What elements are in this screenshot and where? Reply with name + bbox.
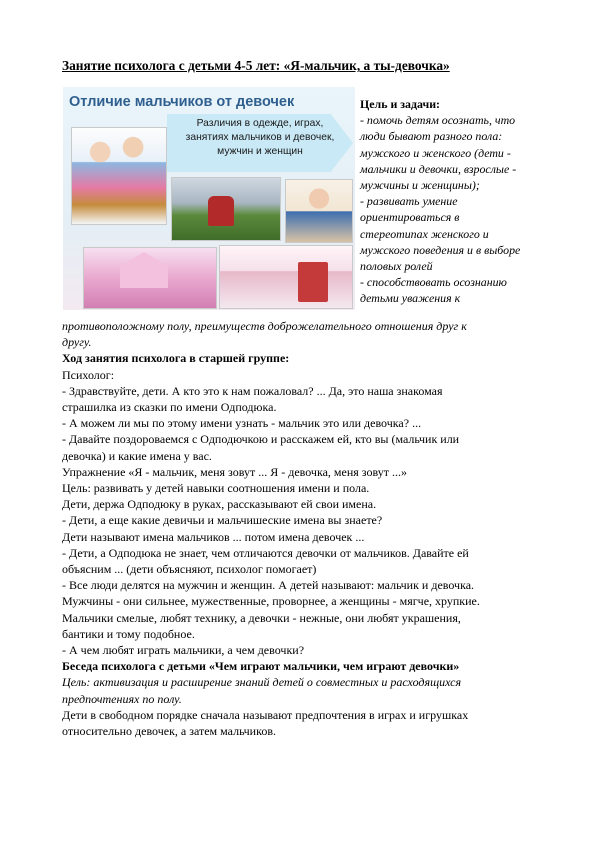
goals-continuation: другу.	[62, 335, 92, 350]
paragraph: Психолог:	[62, 367, 115, 382]
goals-line: половых ролей	[360, 259, 433, 274]
paragraph: - Здравствуйте, дети. А кто это к нам пожаловал? ... Да, это наша знакомая	[62, 383, 443, 398]
paragraph: - Дети, а еще какие девичьи и мальчишеские имена вы знаете?	[62, 513, 383, 528]
paragraph: Дети называют имена мальчиков ... потом имена девочек ...	[62, 529, 365, 544]
paragraph: - Дети, а Одподюка не знает, чем отличаются девочки от мальчиков. Давайте ей	[62, 545, 469, 560]
conversation-heading: Беседа психолога с детьми «Чем играют мальчики, чем играют девочки»	[62, 659, 460, 674]
goals-line: - развивать умение	[360, 194, 458, 209]
paragraph: объясним ... (дети объясняют, психолог помогает)	[62, 562, 317, 577]
photo-boy-playing-trains	[285, 179, 353, 243]
goals-line: мужского и женского (дети -	[360, 145, 511, 160]
paragraph: девочка) и какие имена у вас.	[62, 448, 212, 463]
goals-block	[360, 96, 550, 307]
illustration-banner	[63, 87, 355, 310]
goals-line: мужского поведения и в выборе	[360, 242, 521, 257]
paragraph: Дети в свободном порядке сначала называют предпочтения в играх и игрушках	[62, 707, 469, 722]
banner-subheading: Различия в одежде, играх, занятиях мальчиков и девочек, мужчин и женщин	[185, 118, 335, 157]
goals-line: ориентироваться в	[360, 210, 460, 225]
conversation-goal: Цель: активизация и расширение знаний детей о совместных и расходящихся	[62, 675, 462, 690]
goals-line: - помочь детям осознать, что	[360, 113, 516, 128]
photo-doll-house	[83, 247, 217, 309]
course-heading: Ход занятия психолога в старшей группе:	[62, 351, 290, 366]
goals-continuation: противоположному полу, преимуществ доброжелательного отношения друг к	[62, 319, 467, 333]
paragraph: Мальчики смелые, любят технику, а девочки - нежные, они любят украшения,	[62, 610, 461, 625]
paragraph: страшилка из сказки по имени Одподюка.	[62, 400, 277, 415]
goals-line: мужчины и женщины);	[360, 178, 480, 193]
goals-line: стереотипах женского и	[360, 226, 489, 241]
goals-line: мальчики и девочки, взрослые -	[360, 161, 517, 176]
paragraph: Мужчины - они сильнее, мужественные, проворнее, а женщины - мягче, хрупкие.	[62, 594, 480, 609]
goals-heading: Цель и задачи:	[360, 97, 441, 111]
paragraph: Упражнение «Я - мальчик, меня зовут ... Я - девочка, меня зовут ...»	[62, 464, 407, 479]
goals-line: детьми уважения к	[360, 291, 461, 306]
banner-heading: Отличие мальчиков от девочек	[69, 94, 295, 110]
conversation-goal: предпочтениях по полу.	[62, 691, 182, 706]
goals-line: - способствовать осознанию	[360, 275, 507, 290]
paragraph: Цель: развивать у детей навыки соотношения имени и пола.	[62, 481, 370, 496]
paragraph: бантики и тому подобное.	[62, 626, 195, 641]
paragraph: - Все люди делятся на мужчин и женщин. А детей называют: мальчик и девочка.	[62, 578, 475, 593]
paragraph: Дети, держа Одподюку в руках, рассказывают ей свои имена.	[62, 497, 377, 512]
page-title: Занятие психолога с детьми 4-5 лет: «Я-мальчик, а ты-девочка»	[62, 58, 450, 73]
paragraph: - А можем ли мы по этому имени узнать - мальчик это или девочка? ...	[62, 416, 422, 431]
photo-boy-and-girl	[71, 127, 167, 225]
goals-line: люди бывают разного пола:	[360, 129, 503, 144]
photo-soccer-players	[171, 177, 281, 241]
main-text	[62, 318, 542, 739]
paragraph: - Давайте поздороваемся с Одподючкою и расскажем ей, кто вы (мальчик или	[62, 432, 460, 447]
paragraph: относительно девочек, а затем мальчиков.	[62, 724, 276, 739]
photo-girls-toy-kitchen	[219, 245, 353, 309]
paragraph: - А чем любят играть мальчики, а чем девочки?	[62, 643, 305, 658]
